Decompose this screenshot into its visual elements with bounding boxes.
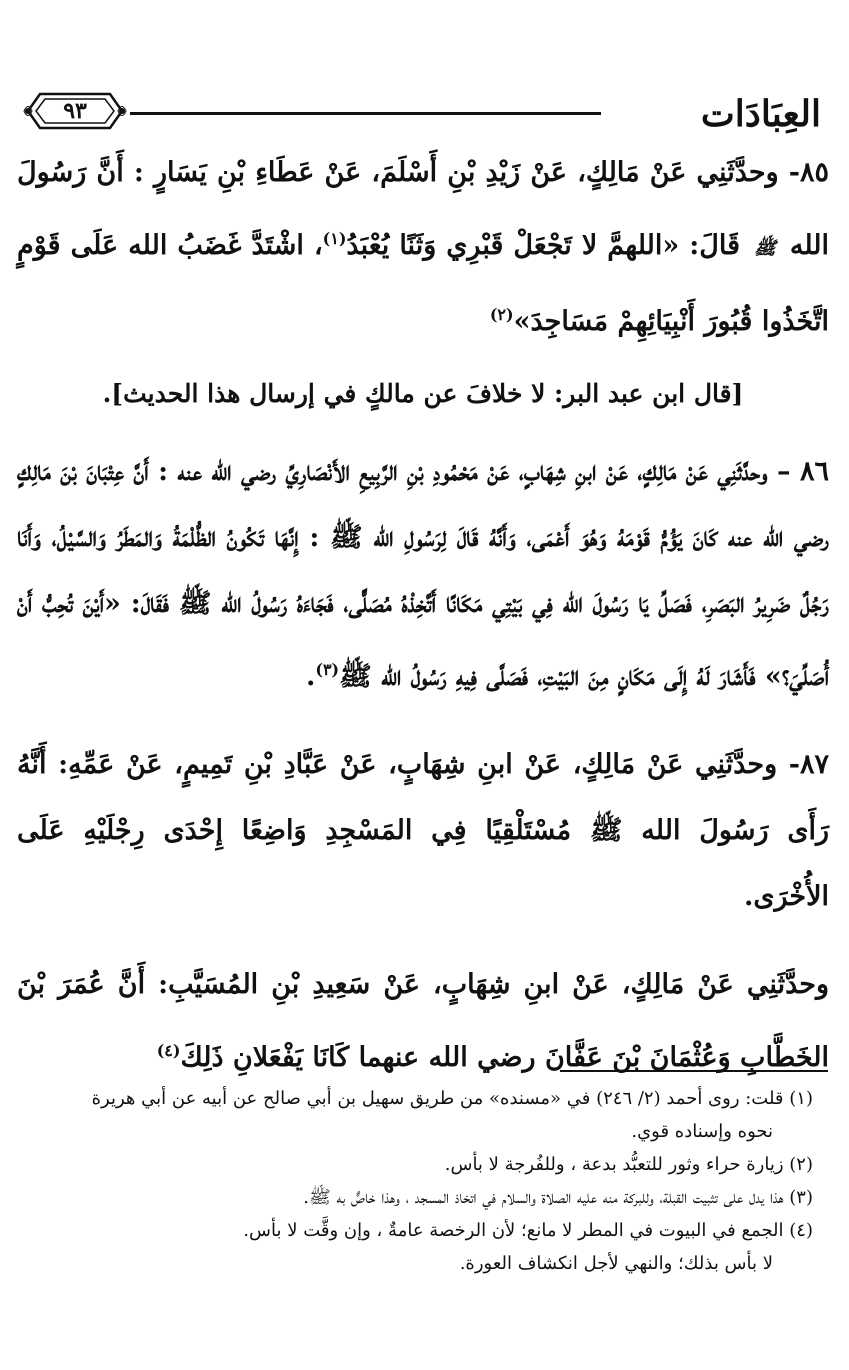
hadith-86-line1: ٨٦ – وحدَّثَنِي عَنْ مَالِكٍ، عَنْ ابنِ شِهَابٍ، عَنْ مَحْمُودِ بْنِ الرَّبِيعِ الأَنْصَارِيِّ رضي الله عنه : xyxy=(158,456,829,487)
hadith-86-line3: إِنَّهَا تَكُونُ الظُّلْمَةُ وَالمَطَرُ وَالسَّيْلُ، وَأَنَا رَجُلٌ ضَرِيرُ البَصَرِ، فَصَلِّ يَا رَسُولَ الله فِي بَيْتِي xyxy=(17,522,830,619)
footnotes xyxy=(33,1082,813,1280)
hadith-86: ٨٦ – وحدَّثَنِي عَنْ مَالِكٍ، عَنْ ابنِ شِهَابٍ، عَنْ مَحْمُودِ بْنِ الرَّبِيعِ الأَنْصَارِيِّ رضي الله عنه : أَنَّ عِتْبَانَ بْنَ مَالِكٍ رضي الله عنه كَانَ يَؤُمُّ قَوْمَهُ وَهُوَ أَعْمَى، وَأَنَّهُ قَالَ لِرَسُولِ الله ﷺ : إِنَّهَا تَكُونُ الظُّلْمَةُ وَالمَطَرُ وَالسَّيْلُ، وَأَنَا رَجُلٌ ضَرِيرُ البَصَرِ، فَصَلِّ يَا رَسُولَ الله فِي بَيْتِي مَكَانًا أَتَّخِذْهُ مُصَلًّى، فَجَاءَهُ رَسُولُ الله ﷺ فَقَالَ: «أَيْنَ تُحِبُّ أَنْ أُصَلِّيَ؟» فَأَشَارَ لَهُ إِلَى مَكَانٍ مِنَ البَيْتِ، فَصَلَّى فِيهِ رَسُولُ الله ﷺ$^{(٣)}$. xyxy=(17,456,830,692)
hadith-88-line2: وَعُثْمَانَ بْنَ عَفَّانَ رضي الله عنهما كَانَا يَفْعَلانِ ذَلِكَ xyxy=(180,1042,731,1073)
hadith-87-line1: ٨٧- وحدَّثَنِي عَنْ مَالِكٍ، عَنْ ابنِ شِهَابٍ، عَنْ عَبَّادِ بْنِ تَمِيمٍ، عَنْ عَمِّهِ: أَنَّهُ رَأَى xyxy=(17,749,830,846)
footnote-ref-1: (١) xyxy=(322,229,347,248)
header-rule xyxy=(130,112,601,115)
footnote-3: (٣) هذا يدل على تثبيت القبلة، وللبركة منه عليه الصلاة والسلام في اتخاذ المسجد ، وهذا خاصٌّ به ﷺ. xyxy=(303,1187,813,1208)
footnote-4: (٤) الجمع في البيوت في المطر لا مانع؛ لأن الرخصة عامةٌ ، وإن وقَّت لا بأس. xyxy=(243,1220,813,1241)
editor-note: [قال ابن عبد البر: لا خلافَ عن مالكٍ في إرسال هذا الحديث]. xyxy=(102,379,744,408)
book-title: العِبَادَات xyxy=(700,93,821,135)
hadith-85-line2-rest: ، اشْتَدَّ غَضَبُ الله عَلَى قَوْمٍ اتَّخَذُوا xyxy=(17,230,829,337)
page-number: ٩٣ xyxy=(63,98,87,124)
footnote-1: (١) قلت: روى أحمد (٢/ ٢٤٦) في «مسنده» من طريق سهيل بن أبي صالح عن أبيه عن أبي هريرة xyxy=(91,1088,813,1109)
hadith-85-line2: قَالَ: «اللهمَّ لا تَجْعَلْ قَبْرِي وَثَنًا يُعْبَدُ xyxy=(346,230,741,261)
footnote-4-cont: لا بأس بذلك؛ والنهي لأجل انكشاف العورة. xyxy=(459,1253,773,1274)
hadith-86-line4: مَكَانًا أَتَّخِذْهُ مُصَلًّى، فَجَاءَهُ رَسُولُ الله ﷺ فَقَالَ: «أَيْنَ تُحِبُّ أَنْ أُصَلِّيَ؟» فَأَشَارَ xyxy=(17,588,829,692)
hadith-86-line2: أَنَّ عِتْبَانَ بْنَ مَالِكٍ رضي الله عنه كَانَ يَؤُمُّ قَوْمَهُ وَهُوَ أَعْمَى، وَأَنَّهُ قَالَ لِرَسُولِ الله ﷺ : xyxy=(17,456,829,553)
footnote-2: (٢) زيارة حراء وثور للتعبُّد بدعة ، وللفُرجة لا بأس. xyxy=(444,1154,813,1175)
hadith-88-line1: وحدَّثَنِي عَنْ مَالِكٍ، عَنْ ابنِ شِهَابٍ، عَنْ سَعِيدِ بْنِ المُسَيَّبِ: أَنَّ عُمَرَ بْنَ الخَطَّابِ xyxy=(17,969,829,1073)
hadith-85-line3: قُبُورَ أَنْبِيَائِهِمْ مَسَاجِدَ» xyxy=(513,306,753,337)
hadith-87 xyxy=(17,732,829,930)
page-header xyxy=(18,84,833,142)
footnote-ref-2: (٢) xyxy=(489,305,514,324)
hadith-86-line5: لَهُ إِلَى مَكَانٍ مِنَ البَيْتِ، فَصَلَّى فِيهِ رَسُولُ الله ﷺ xyxy=(339,661,710,692)
footnote-separator xyxy=(560,1070,828,1072)
footnote-ref-3: (٣) xyxy=(315,660,340,679)
hadith-85-line1: ٨٥- وحدَّثَنِي عَنْ مَالِكٍ، عَنْ زَيْدِ بْنِ أَسْلَمَ، عَنْ عَطَاءِ بْنِ يَسَارٍ : أَنَّ رَسُولَ الله xyxy=(17,157,830,261)
footnote-ref-4: (٤) xyxy=(156,1041,181,1060)
footnote-1-cont: نحوه وإسناده قوي. xyxy=(631,1121,773,1142)
main-text xyxy=(17,140,829,1091)
hadith-85 xyxy=(17,140,829,355)
hadith-85-salla: ﷺ xyxy=(754,238,776,259)
hadith-87-line2: رَسُولَ الله ﷺ مُسْتَلْقِيًا فِي المَسْجِدِ وَاضِعًا إِحْدَى رِجْلَيْهِ عَلَى الأُخْرَى. xyxy=(17,815,829,912)
